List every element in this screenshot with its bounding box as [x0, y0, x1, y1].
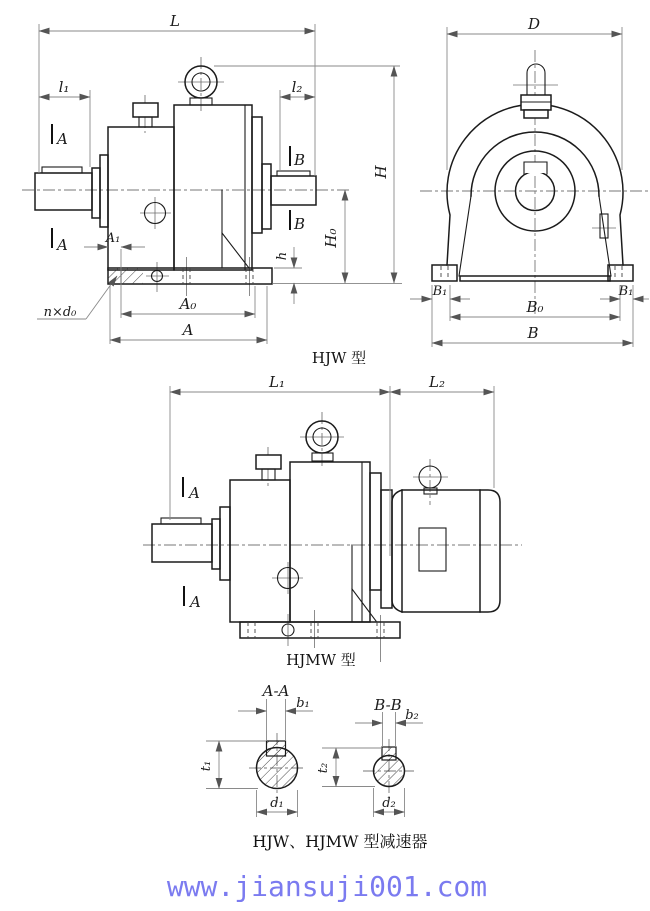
dim-label-L2: L₂: [429, 373, 445, 391]
section-mark-B-bottom: B: [294, 215, 306, 233]
shaft-sections: [199, 682, 428, 851]
hjw-caption: HJW 型: [311, 349, 367, 367]
dim-label-H: H: [372, 165, 390, 179]
dim-label-t2: t₂: [316, 762, 331, 774]
keyway-b1: [267, 741, 286, 756]
hjmw-dimensions: [170, 386, 494, 606]
dim-label-A0: A₀: [179, 295, 197, 313]
hjmw-section-mark-A-top: A: [189, 484, 200, 502]
hjw-view: [22, 12, 402, 367]
section-mark-B-top: B: [294, 151, 306, 169]
dim-label-b1: b₁: [296, 696, 310, 711]
dim-label-A: A: [182, 321, 194, 339]
dim-label-d2: d₂: [382, 796, 396, 811]
keyway-b2: [382, 747, 396, 760]
dim-label-L: L: [170, 12, 180, 30]
dim-label-L1: L₁: [269, 373, 285, 391]
dim-label-D: D: [527, 15, 541, 33]
dim-label-d1: d₁: [270, 796, 284, 811]
label-n-d0: n×d₀: [43, 305, 77, 320]
dim-label-t1: t₁: [199, 760, 214, 772]
dim-label-h: h: [275, 251, 290, 261]
section-bb-title: B-B: [374, 696, 402, 714]
dim-label-B: B: [527, 324, 539, 342]
watermark-url: www.jiansuji001.com: [166, 870, 488, 903]
hjmw-view: [143, 373, 522, 669]
sections-caption: HJW、HJMW 型减速器: [252, 832, 428, 851]
hjmw-section-mark-A-bottom: A: [190, 593, 201, 611]
section-mark-A-top: A: [57, 130, 68, 148]
dim-label-A1: A₁: [105, 231, 121, 246]
dim-label-B0: B₀: [526, 298, 544, 316]
dim-label-l2: l₂: [291, 78, 303, 96]
end-view-body: [432, 64, 633, 281]
dim-label-b2: b₂: [405, 708, 419, 723]
dim-label-B1-right: B₁: [618, 284, 634, 299]
section-mark-A-bottom: A: [57, 236, 68, 254]
motor-terminal-box: [419, 528, 446, 571]
section-aa: [199, 682, 313, 817]
hjmw-caption: HJMW 型: [286, 651, 356, 669]
dim-label-B1-left: B₁: [432, 284, 448, 299]
hjmw-body: [152, 421, 500, 638]
end-view: [410, 15, 650, 347]
section-bb: [316, 696, 423, 817]
dim-label-l1: l₁: [58, 78, 70, 96]
dim-label-H0: H₀: [322, 228, 340, 248]
section-aa-title: A-A: [262, 682, 290, 700]
